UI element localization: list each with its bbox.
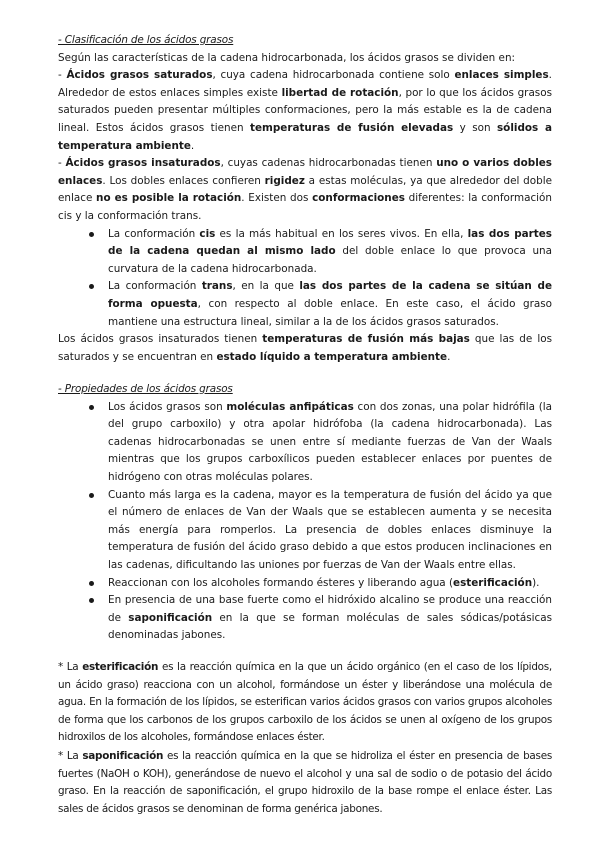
bold-term: uno o varios dobles enlaces [58,157,552,187]
text-run: * La [58,661,83,673]
text-run: , cuya cadena hidrocarbonada contiene solo [212,69,455,82]
text-run: , con respecto al doble enlace. En este caso, el ácido graso mantiene una estructura lineal, similar a la de los ácidos grasos saturados. [108,297,552,328]
text-run: a estas moléculas, ya que alrededor del doble enlace [58,174,552,205]
bullet-icon [89,405,94,410]
bold-term: trans [201,280,233,293]
text-run: Cuanto más larga es la cadena, mayor es la temperatura de fusión del ácido ya que el número de enlaces de Van der Waals que se establecen aumenta y se necesita más energía para romperlos. La presencia de dobles enlaces disminuye la temperatura de fusión del ácido graso debido a que estos producen inclinaciones en las cadenas, dificultando las uniones por fuerzas de Van der Waals entre ellas. [108,488,552,571]
text-run: , en la que [232,280,300,293]
text-run: . Existen dos [241,192,313,205]
text-run: La conformación [108,280,202,293]
property-saponification [108,594,552,641]
list-item [58,575,552,593]
classification-section [58,32,552,366]
conformation-list [58,226,552,332]
text-run: del doble enlace lo que provoca una curvatura de la cadena hidrocarbonada. [108,245,552,275]
bullet-icon [89,232,94,237]
bold-term: enlaces simples [454,69,549,82]
bold-term: moléculas anfipáticas [226,400,354,413]
esterification-note [58,659,552,747]
property-amphipathic [108,401,552,483]
property-melting-point [108,489,552,571]
bold-term: temperaturas de fusión elevadas [250,121,454,134]
bullet-icon [89,284,94,289]
classification-heading: - Clasificación de los ácidos grasos [58,34,234,46]
bold-term: las dos partes de la cadena se sitúan de forma opuesta [108,280,552,310]
bold-term: temperaturas de fusión más bajas [262,333,470,346]
text-run: ). [532,576,540,589]
saturated-paragraph [58,67,552,155]
text-run: con dos zonas, una polar hidrófila (la del grupo carboxilo) y otra apolar hidrófoba (la cadena hidrocarbonada). Las cadenas hidrocarbonadas se unen entre sí mediante fuerzas de Van der Waals mientras que los grupos carboxílicos pueden establecer enlaces por puentes de hidrógeno con otras moléculas polares. [108,400,553,483]
saponification-note [58,748,552,818]
bold-term: libertad de rotación [281,86,399,99]
text-run: , por lo que los ácidos grasos saturados pueden presentar múltiples conformaciones, pero la más estable es la de cadena lineal. Estos ácidos grasos tienen [58,86,552,134]
text-run: que las de los saturados y se encuentran en [58,333,552,363]
bold-term: no es posible la rotación [96,192,242,205]
bold-term: sólidos a temperatura ambiente [58,121,552,152]
list-item [58,592,552,645]
bold-term: estado líquido a temperatura ambiente [216,350,448,363]
text-run: Los ácidos grasos son [108,400,227,413]
list-item-trans [58,278,552,331]
text-run: es la reacción química en la que un ácido orgánico (en el caso de los lípidos, un ácido graso) reacciona con un alcohol, formándose un éster y liberándose una molécula de agua. En la formación de los lípidos, se esterifican varios ácidos grasos con varios grupos alcoholes de forma que los carbonos de los grupos carboxilo de los ácidos se unen al oxígeno de los grupos hidroxilos de los alcoholes, formándose enlaces éster. [58,661,552,744]
bold-term: esterificación [82,661,159,673]
bold-term: Ácidos grasos saturados [66,69,213,82]
text-run: - [58,157,66,170]
bold-term: Ácidos grasos insaturados [65,157,221,170]
esterification-note-text [58,659,552,747]
classification-intro: Según las características de la cadena hidrocarbonada, los ácidos grasos se dividen en: [58,51,516,64]
bold-term: saponificación [82,750,164,762]
bullet-icon [89,598,94,603]
trans-text [108,280,552,327]
text-run: y son [453,121,497,134]
bold-term: esterificación [453,576,533,589]
text-run: diferentes: la conformación cis y la conformación trans. [58,192,552,222]
text-run: . Alrededor de estos enlaces simples existe [58,69,552,99]
properties-section [58,381,552,645]
list-item [58,487,552,575]
list-item-cis [58,226,552,279]
text-run: en la que se forman moléculas de sales sódicas/potásicas denominadas jabones. [108,611,552,642]
text-run: es la reacción química en la que se hidroliza el éster en presencia de bases fuertes (NaOH o KOH), generándose de nuevo el alcohol y una sal de sodio o de potasio del ácido graso. En la reacción de saponificación, el grupo hidroxilo de la base rompe el enlace éster. Las sales de ácidos grasos se denominan de forma genérica jabones. [58,750,553,815]
cis-text [108,228,552,275]
text-run: - [58,69,67,82]
text-run: es la más habitual en los seres vivos. En ella, [215,227,468,240]
unsaturated-paragraph [58,155,552,225]
bold-term: conformaciones [312,192,405,205]
bullet-icon [89,493,94,498]
saponification-note-text [58,748,552,818]
property-esterification [108,577,539,589]
text-run: La conformación [108,227,200,240]
text-run: * La [58,750,83,762]
bold-term: las dos partes de la cadena quedan al mismo lado [108,227,552,258]
text-run: , cuyas cadenas hidrocarbonadas tienen [220,157,437,170]
properties-list [58,399,552,645]
list-item [58,399,552,487]
text-run: . [447,350,451,363]
unsaturated-closing [58,331,552,366]
bullet-icon [89,581,94,586]
text-run: En presencia de una base fuerte como el hidróxido alcalino se produce una reacción de [108,594,552,624]
properties-heading: - Propiedades de los ácidos grasos [58,383,233,395]
text-run: Los ácidos grasos insaturados tienen [58,333,263,346]
bold-term: saponificación [128,611,213,624]
bold-term: rigidez [264,174,305,187]
text-run: Reaccionan con los alcoholes formando ésteres y liberando agua ( [108,576,454,589]
text-run: . Los dobles enlaces confieren [102,174,265,187]
text-run: . [190,139,195,152]
bold-term: cis [199,227,216,240]
